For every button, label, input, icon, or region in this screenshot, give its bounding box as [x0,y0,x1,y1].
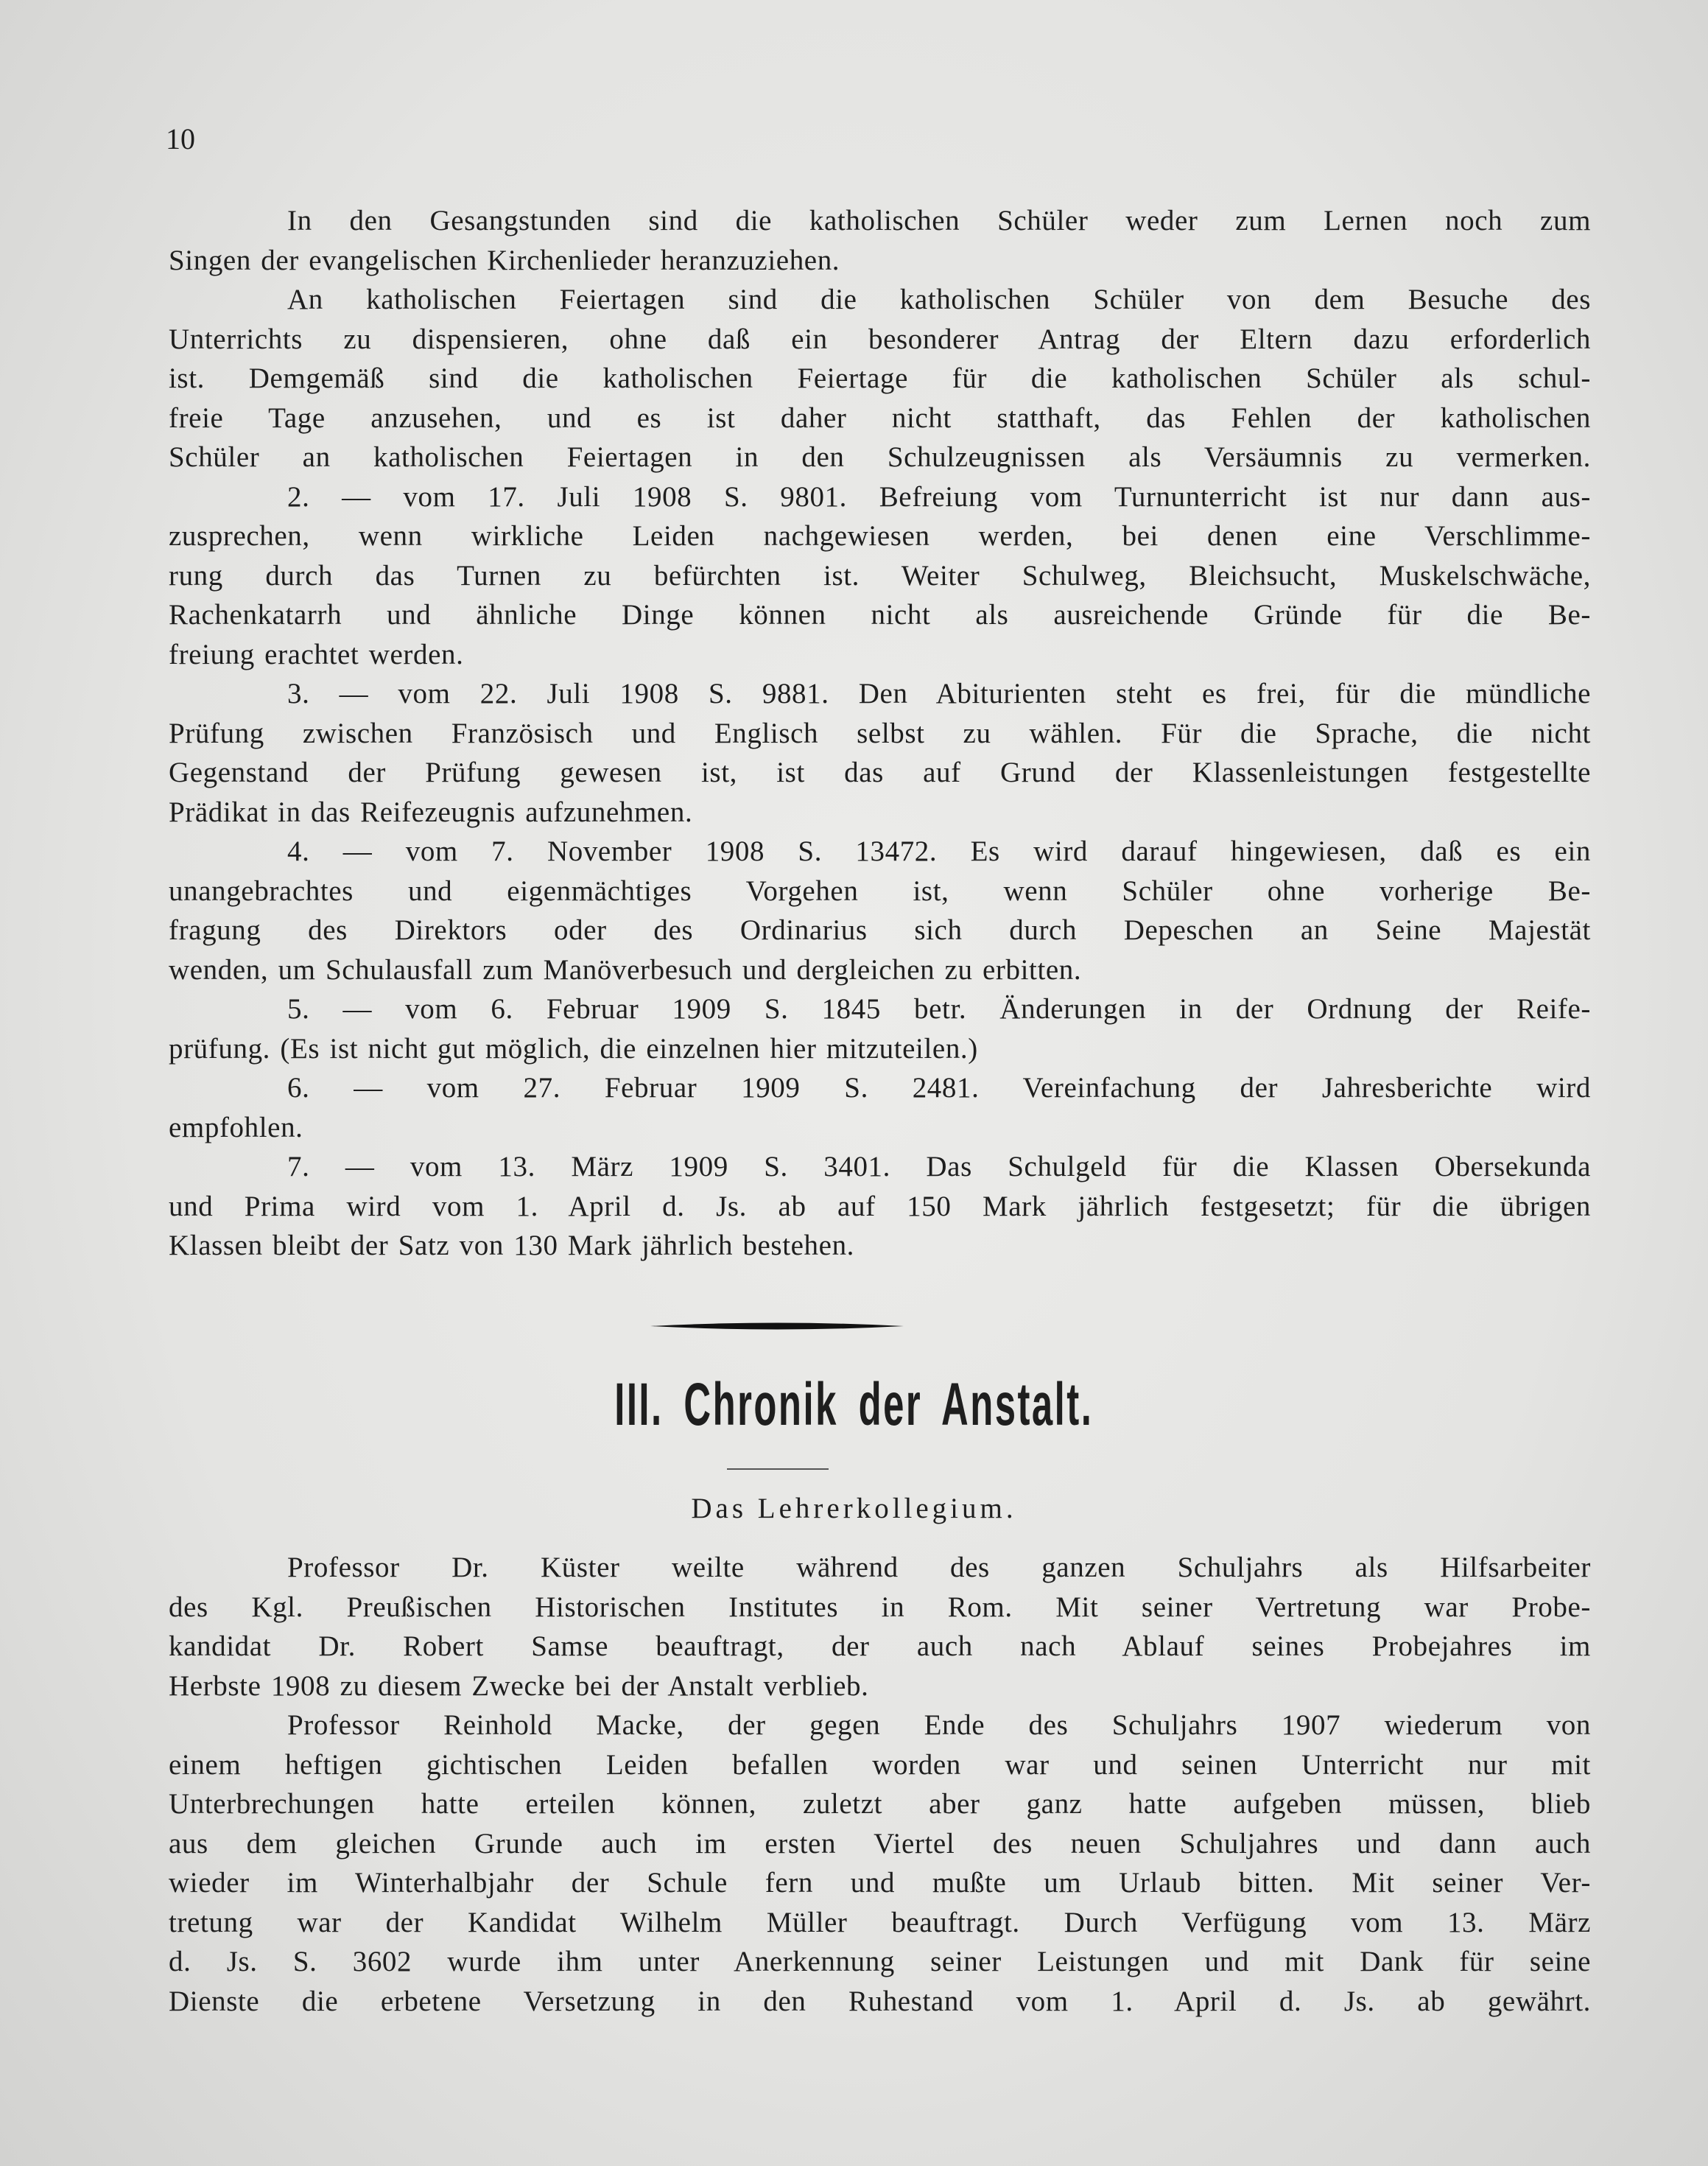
text-line: empfohlen. [169,1111,303,1143]
text-line: Unterrichts zu dispensieren, ohne daß ein besonderer Antrag der Eltern dazu erforderlich [169,323,1591,355]
text-line: Professor Reinhold Macke, der gegen Ende des Schuljahrs 1907 wiederum von [287,1709,1591,1741]
text-line: Gegenstand der Prüfung gewesen ist, ist das auf Grund der Klassenleistungen festgestellte [169,757,1591,788]
text-line: und Prima wird vom 1. April d. Js. ab auf 150 Mark jährlich festgesetzt; für die übrigen [169,1190,1591,1222]
text-line: prüfung. (Es ist nicht gut möglich, die einzelnen hier mitzuteilen.) [169,1032,978,1065]
subheading: Das Lehrerkollegium. [691,1493,1017,1524]
text-line: Dienste die erbetene Versetzung in den Ruhestand vom 1. April d. Js. ab gewährt. [169,1985,1591,2017]
text-line: Rachenkatarrh und ähnliche Dinge können nicht als ausreichende Gründe für die Be- [169,599,1591,631]
text-line: Klassen bleibt der Satz von 130 Mark jährlich bestehen. [169,1230,855,1261]
text-line: 2. — vom 17. Juli 1908 S. 9801. Befreiung vom Turnunterricht ist nur dann aus- [287,480,1591,513]
text-line: des Kgl. Preußischen Historischen Institutes in Rom. Mit seiner Vertretung war Probe- [169,1591,1591,1623]
text-line: Prädikat in das Reifezeugnis aufzunehmen. [169,796,693,828]
text-line: zusprechen, wenn wirkliche Leiden nachgewiesen werden, bei denen eine Verschlimme- [169,520,1591,552]
text-line: Unterbrechungen hatte erteilen können, zuletzt aber ganz hatte aufgeben müssen, blieb [169,1788,1591,1820]
text-line: wenden, um Schulausfall zum Manöverbesuch und dergleichen zu erbitten. [169,953,1082,986]
page-number: 10 [166,122,195,155]
text-line: An katholischen Feiertagen sind die katholischen Schüler von dem Besuche des [287,284,1591,315]
text-line: aus dem gleichen Grunde auch im ersten Viertel des neuen Schuljahres und dann auch [169,1827,1591,1860]
chapter-heading-text: III. Chronik der Anstalt. [614,1371,1094,1438]
text-line: 4. — vom 7. November 1908 S. 13472. Es wird darauf hingewiesen, daß es ein [287,835,1591,867]
text-line: kandidat Dr. Robert Samse beauftragt, der auch nach Ablauf seines Probejahres im [169,1630,1591,1662]
text-line: Professor Dr. Küster weilte während des ganzen Schuljahrs als Hilfsarbeiter [287,1552,1591,1583]
text-line: In den Gesangstunden sind die katholischen Schüler weder zum Lernen noch zum [287,205,1591,236]
text-line: 6. — vom 27. Februar 1909 S. 2481. Vereinfachung der Jahresberichte wird [287,1072,1591,1104]
text-line: 3. — vom 22. Juli 1908 S. 9881. Den Abiturienten steht es frei, für die mündliche [287,678,1591,709]
text-line: Prüfung zwischen Französisch und Englisch selbst zu wählen. Für die Sprache, die nicht [169,717,1591,749]
text-line: rung durch das Turnen zu befürchten ist. Weiter Schulweg, Bleichsucht, Muskelschwäche, [169,559,1591,592]
text-line: fragung des Direktors oder des Ordinarius sich durch Depeschen an Seine Majestät [169,914,1591,946]
faculty-section [169,1548,1591,2021]
text-line: freie Tage anzusehen, und es ist daher nicht statthaft, das Fehlen der katholischen [169,402,1591,434]
decrees-section [169,201,1591,1266]
decorative-rule [650,1321,904,1331]
text-line: tretung war der Kandidat Wilhelm Müller beauftragt. Durch Verfügung vom 13. März [169,1906,1591,1938]
text-line: Herbste 1908 zu diesem Zwecke bei der Anstalt verblieb. [169,1669,869,1702]
chapter-heading [0,1370,1708,1440]
text-line: 7. — vom 13. März 1909 S. 3401. Das Schulgeld für die Klassen Obersekunda [287,1151,1591,1182]
text-line: wieder im Winterhalbjahr der Schule fern und mußte um Urlaub bitten. Mit seiner Ver- [169,1867,1591,1899]
text-line: unangebrachtes und eigenmächtiges Vorgehen ist, wenn Schüler ohne vorherige Be- [169,875,1591,907]
text-line: freiung erachtet werden. [169,638,464,670]
small-divider [727,1468,829,1470]
text-line: ist. Demgemäß sind die katholischen Feiertage für die katholischen Schüler als schul- [169,362,1591,394]
text-line: d. Js. S. 3602 wurde ihm unter Anerkennung seiner Leistungen und mit Dank für seine [169,1946,1591,1977]
text-line: einem heftigen gichtischen Leiden befallen worden war und seinen Unterricht nur mit [169,1748,1591,1781]
text-line: 5. — vom 6. Februar 1909 S. 1845 betr. Änderungen in der Ordnung der Reife- [287,993,1591,1025]
text-line: Singen der evangelischen Kirchenlieder heranzuziehen. [169,244,840,276]
text-line: Schüler an katholischen Feiertagen in den Schulzeugnissen als Versäumnis zu vermerken. [169,441,1591,473]
